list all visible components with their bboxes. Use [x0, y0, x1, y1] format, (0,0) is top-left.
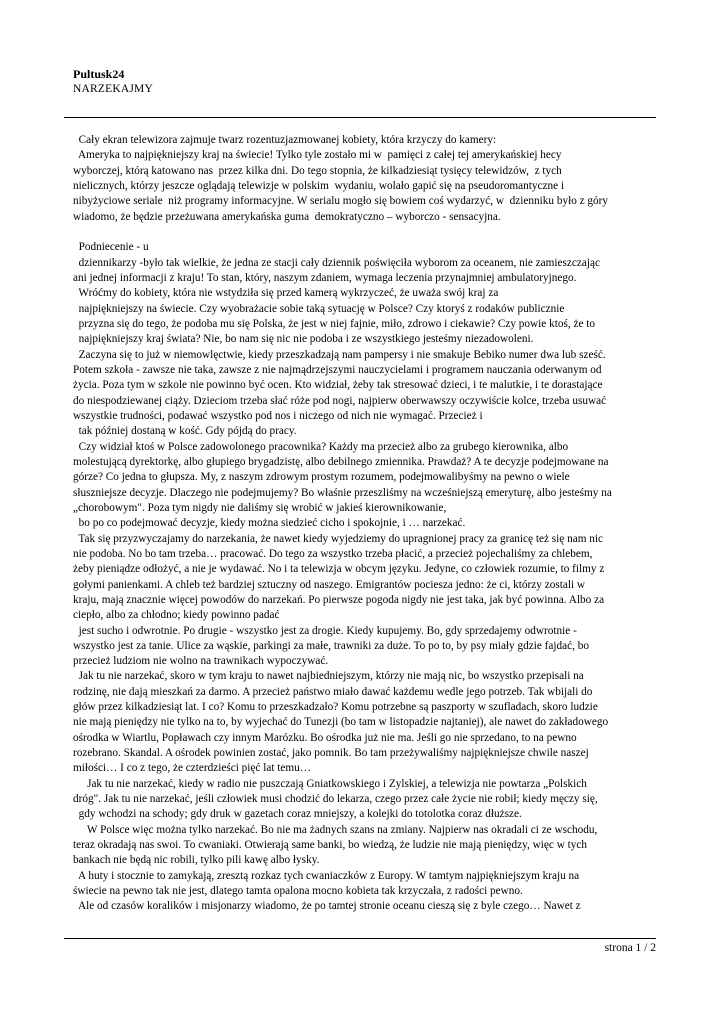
- text-line: Czy widział ktoś w Polsce zadowolonego pracownika? Każdy ma przecież albo za grubego kierownika, albo: [73, 440, 569, 453]
- text-line: nibyżyciowe seriale niż programy informacyjne. W serialu mogło się bowiem coś wydarzyć, w dzienniku było z góry: [73, 195, 609, 208]
- text-line: nielicznych, którzy jeszcze oglądają telewizje w polskim wydaniu, wolało gapić się na pseudoromantyczne i: [73, 179, 565, 192]
- text-line: przyzna się do tego, że podoba mu się Polska, że jest w niej fajnie, miło, zdrowo i ciekawie? Czy powie ktoś, że to: [73, 317, 596, 330]
- text-line: Potem szkoła - zawsze nie taka, zawsze z nie najmądrzejszymi nauczycielami i programem nauczania oderwanym od: [73, 363, 602, 376]
- text-line: W Polsce więc można tylko narzekać. Bo nie ma żadnych szans na zmiany. Najpierw nas okradali ci ze wschodu,: [73, 823, 598, 836]
- text-line: bo po co podejmować decyzje, kiedy można siedzieć cicho i spokojnie, i … narzekać.: [73, 517, 466, 530]
- text-line: kraju, mają znacznie więcej powodów do narzekań. Po pierwsze pogoda nigdy nie jest taka, jak być powinna. Albo za: [73, 593, 605, 606]
- text-line: głów przez kilkadziesiąt lat. I co? Komu to przeszkadzało? Komu potrzebne są paszporty w szufladach, skoro ludzie: [73, 701, 598, 714]
- article-body: [73, 133, 661, 915]
- text-line: ciepło, albo za chłodno; kiedy powinno padać: [73, 609, 280, 622]
- text-line: Podniecenie - u: [73, 241, 149, 254]
- text-line: molestującą dyrektorkę, albo głupiego brygadzistę, albo debilnego zmiennika. Prawdaż? A te decyzje podejmowane na: [73, 455, 609, 468]
- text-line: nie podoba. No bo tam trzeba… pracować. Do tego za wszystko trzeba płacić, a przecież pojechaliśmy za chlebem,: [73, 547, 593, 560]
- text-line: górze? Co jedna to głupsza. My, z naszym zdrowym prostym rozumem, podejmowalibyśmy na pewno o wiele: [73, 471, 570, 484]
- footer-divider: [64, 938, 656, 939]
- text-line: ani jednej informacji z kraju! To stan, który, naszym zdaniem, wymaga leczenia przynajmniej ambulatoryjnego.: [73, 271, 577, 284]
- text-line: Wróćmy do kobiety, która nie wstydziła się przed kamerą wykrzyczeć, że uważa swój kraj za: [73, 287, 499, 300]
- text-line: przecież ludziom nie wolno na trawnikach wypoczywać.: [73, 655, 329, 668]
- text-line: teraz okradają nas swoi. To cwaniaki. Otwierają same banki, bo wiedzą, że ludzie nie mają pieniędzy, więc w tych: [73, 839, 588, 852]
- page-number: strona 1 / 2: [604, 942, 656, 954]
- text-line: słuszniejsze decyzje. Dlaczego nie podejmujemy? Bo właśnie przeszliśmy na wcześniejszą emeryturę, albo jesteśmy na: [73, 486, 612, 499]
- text-line: miłości… I co z tego, że czterdzieści pięć lat temu…: [73, 762, 312, 775]
- text-line: życia. Poza tym w szkole nie powinno być ocen. Kto widział, żeby tak stresować dzieci, i te malutkie, i te dorastające: [73, 379, 603, 392]
- text-line: dziennikarzy -było tak wielkie, że jedna ze stacji cały dziennik poświęciła wyborom za oceanem, nie zamieszczając: [73, 256, 600, 269]
- text-line: rodzinę, nie dają mieszkań za darmo. A przecież państwo miało dawać każdemu wedle jego potrzeb. Tak wbijali do: [73, 685, 593, 698]
- text-line: Zaczyna się to już w niemowlęctwie, kiedy przeszkadzają nam pampersy i nie smakuje Bebiko numer dwa lub sześć.: [73, 348, 606, 361]
- text-line: Ameryka to najpiękniejszy kraj na świecie! Tylko tyle zostało mi w pamięci z całej tej amerykańskiej hecy: [73, 149, 562, 162]
- text-line: świecie na pewno tak nie jest, dlatego tamta opalona mocno kobieta tak krzyczała, z radości pewno.: [73, 885, 523, 898]
- text-line: [73, 225, 661, 240]
- text-line: Cały ekran telewizora zajmuje twarz rozentuzjazmowanej kobiety, która krzyczy do kamery:: [73, 134, 497, 146]
- text-line: żeby pieniądze odłożyć, a nie je wydawać. No i ta telewizja w obcym języku. Jedyne, co człowiek rozumie, to filmy z: [73, 563, 605, 576]
- page-header: [73, 66, 653, 97]
- text-line: Jak tu nie narzekać, skoro w tym kraju to nawet najbiedniejszym, którzy nie mają nic, bo wszystko przepisali na: [73, 670, 584, 683]
- text-line: Ale od czasów koralików i misjonarzy wiadomo, że po tamtej stronie oceanu cieszą się z byle czego… Nawet z: [73, 900, 581, 913]
- article-title: NARZEKAJMY: [73, 83, 153, 95]
- text-line: jest sucho i odwrotnie. Po drugie - wszystko jest za drogie. Kiedy kupujemy. Bo, gdy sprzedajemy odwrotnie -: [73, 624, 577, 637]
- text-line: bankach nie będą nic robili, tylko pili kawę albo łysky.: [73, 854, 320, 867]
- text-line: wiadomo, że będzie przeżuwana amerykańska guma demokratyczno – wyborczo - sensacyjna.: [73, 210, 501, 223]
- text-line: wszystko jest za tanie. Ulice za wąskie, parkingi za małe, trawniki za duże. To po to, by psy miały gdzie fajdać, bo: [73, 639, 590, 652]
- text-line: nie mają pieniędzy nie tylko na to, by wyjechać do Tunezji (bo tam w listopadzie najtaniej), ale nawet do zakładowego: [73, 716, 609, 729]
- text-line: wszystkie trudności, podawać wszystko pod nos i niczego od nich nie wymagać. Przecież i: [73, 409, 483, 422]
- text-line: gołymi panienkami. A chleb też bardziej sztuczny od naszego. Emigrantów pociesza jedno: że ci, którzy zostali w: [73, 578, 586, 591]
- text-line: A huty i stocznie to zamykają, zresztą rozkaz tych cwaniaczków z Europy. W tamtym najpiękniejszym kraju na: [73, 869, 580, 882]
- site-title: Pultusk24: [73, 67, 125, 81]
- text-line: rozebrano. Skandal. A ośrodek powinien zostać, jako pomnik. Bo tam przeżywaliśmy najpiękniejsze chwile naszej: [73, 747, 589, 760]
- text-line: najpiękniejszy kraj świata? Nie, bo nam się nic nie podoba i ze wszystkiego jesteśmy niezadowoleni.: [73, 333, 534, 346]
- text-line: Jak tu nie narzekać, kiedy w radio nie puszczają Gniatkowskiego i Zylskiej, a telewizja nie powtarza „Polskich: [73, 777, 587, 790]
- text-line: najpiękniejszy na świecie. Czy wyobrażacie sobie taką sytuację w Polsce? Czy ktoryś z rodaków publicznie: [73, 302, 565, 315]
- text-line: „chorobowym". Poza tym nigdy nie daliśmy się wrobić w jakieś kierownikowanie,: [73, 501, 447, 514]
- text-line: gdy wchodzi na schody; gdy druk w gazetach coraz mniejszy, a kolejki do totolotka coraz dłuższe.: [73, 808, 522, 821]
- text-line: tak później dostaną w kość. Gdy pójdą do pracy.: [73, 425, 297, 438]
- text-line: wyborczej, którą katowano nas przez kilka dni. Do tego stopnia, że kilkadziesiąt tysięcy telewidzów, z tych: [73, 164, 562, 177]
- text-line: Tak się przyzwyczajamy do narzekania, że nawet kiedy wyjedziemy do upragnionej pracy za granicę też się nam nic: [73, 532, 604, 545]
- text-line: do niespodziewanej ciąży. Dzieciom trzeba słać róże pod nogi, najpierw oberwawszy oczywiście kolce, trzeba usuwać: [73, 394, 607, 407]
- header-divider: [64, 117, 656, 118]
- text-line: ośrodka w Wiartlu, Popławach czy innym Marózku. Bo ośrodka już nie ma. Jeśli go nie sprzedano, to na pewno: [73, 731, 577, 744]
- text-line: dróg". Jak tu nie narzekać, jeśli człowiek musi chodzić do lekarza, czego przez całe życie nie robił; kiedy męczy się,: [73, 793, 598, 806]
